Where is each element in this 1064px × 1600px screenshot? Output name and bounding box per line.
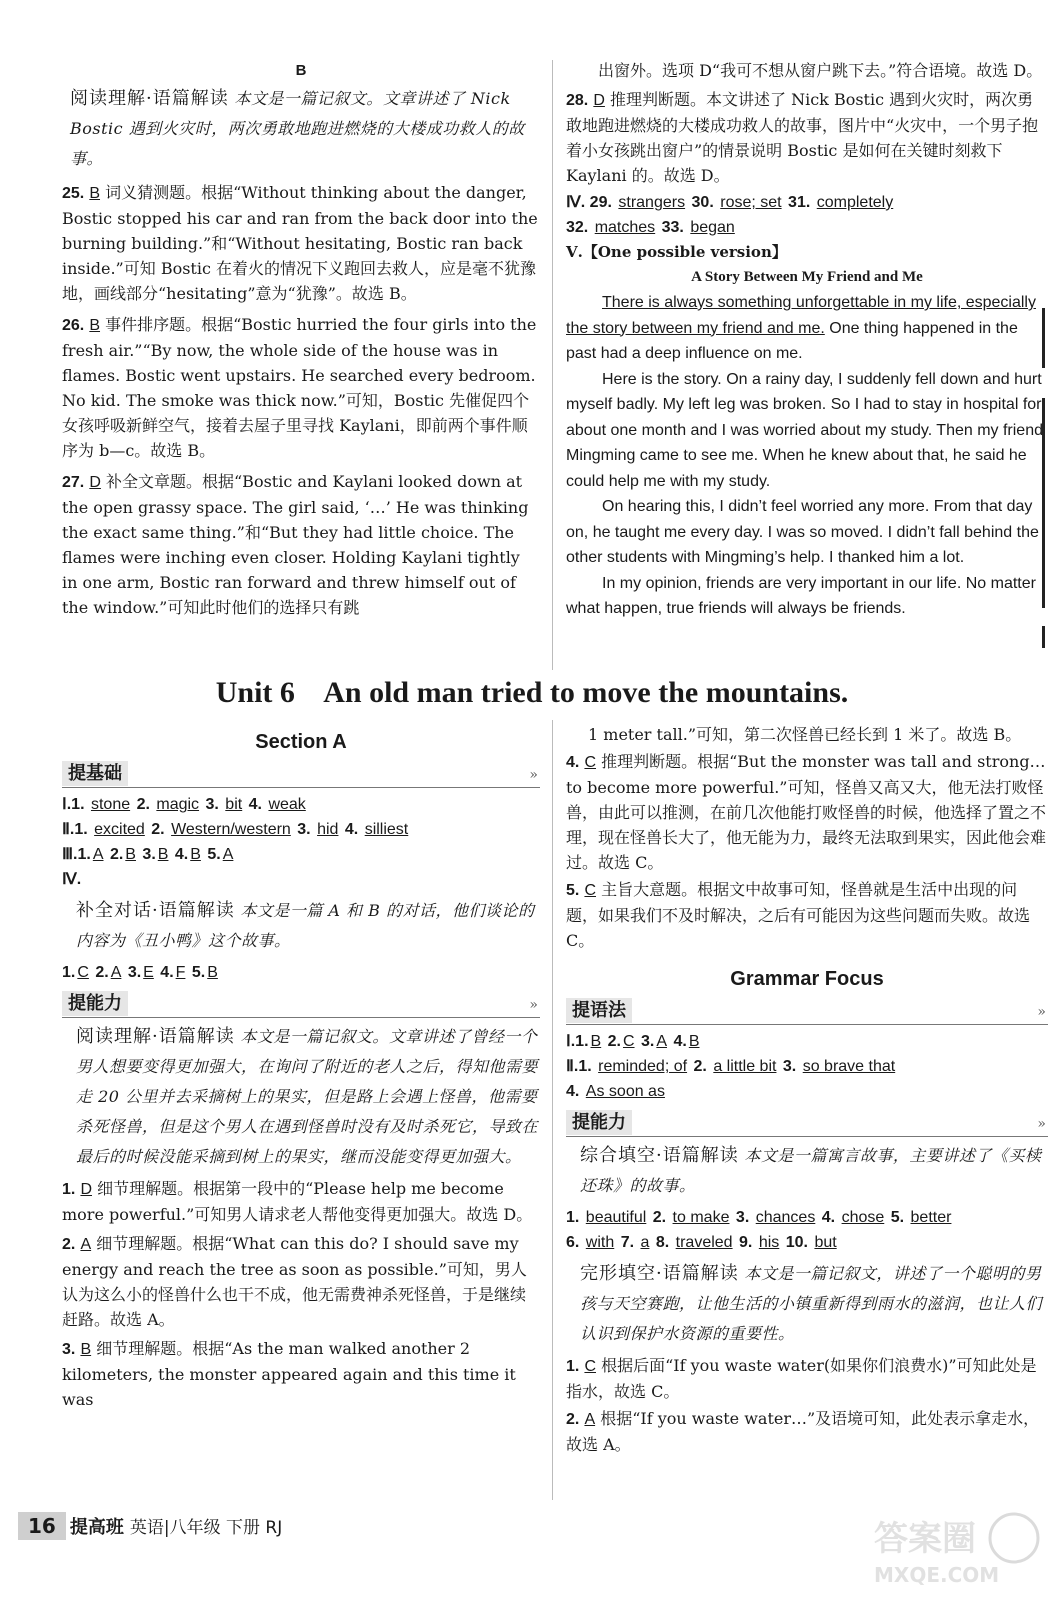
watermark-line-1: 答案圈 xyxy=(874,1519,976,1559)
answer-num: 4. xyxy=(673,1033,687,1050)
sa-q1-text: 细节理解题。根据第一段中的“Please help me become more powerful.”可知男人请求老人帮他变得更加强大。故选 D。 xyxy=(62,1179,533,1224)
sa-q4 xyxy=(566,749,1048,875)
sa-q4-text: 推理判断题。根据“But the monster was tall and strong…to become more powerful.”可知，怪兽又高又大，他无法打败怪兽，由此可以推测，在前几次他能打败怪兽的时候，他选择了置之不理，现在怪兽长大了，他无能为力，最终无法取到果实，因此他会难过。故选 C。 xyxy=(566,752,1047,872)
fill-intro xyxy=(566,1141,1048,1201)
sa-q5-text: 主旨大意题。根据文中故事可知，怪兽就是生活中出现的问题，如果我们不及时解决，之后有可能因为这些问题而失败。故选 C。 xyxy=(566,880,1031,950)
answer-value: strangers xyxy=(618,194,686,211)
sa-q1-num: 1. xyxy=(62,1181,76,1198)
reading-intro-lead: 阅读理解·语篇解读 xyxy=(70,88,229,109)
watermark-line-2: MXQE.COM xyxy=(874,1563,1000,1587)
cloze-q1-num: 1. xyxy=(566,1358,580,1375)
sa-q3-continuation: 1 meter tall.”可知，第二次怪兽已经长到 1 米了。故选 B。 xyxy=(588,725,1022,744)
part-iv-answers xyxy=(566,190,1048,240)
answer-value: A xyxy=(222,846,234,863)
sa-q2-text: 细节理解题。根据“What can this do? I should save my energy and reach the tree as soon as possible.”可知，男人认为这么小的怪兽什么也干不成，他无需费神杀死怪兽，于是继续赶路。故选 A。 xyxy=(62,1234,527,1329)
box-grammar-label: 提语法 xyxy=(566,998,632,1023)
answer-num: 9. xyxy=(739,1234,753,1251)
q28-answer: D xyxy=(593,92,605,109)
answer-value: completely xyxy=(816,194,894,211)
cloze-q1 xyxy=(566,1353,1048,1404)
sa-q5-num: 5. xyxy=(566,882,580,899)
answer-num: 8. xyxy=(655,1234,670,1251)
answer-num: 1. xyxy=(77,846,91,863)
answer-value: chances xyxy=(755,1209,816,1226)
cloze-q1-answer: C xyxy=(584,1358,596,1375)
answer-value: beautiful xyxy=(585,1209,647,1226)
cloze-q2-text: 根据“If you waste water…”及语境可知，此处表示拿走水，故选 A。 xyxy=(566,1409,1040,1454)
answer-num: 4. xyxy=(160,964,174,981)
cloze-intro-text: 本文是一篇记叙文，讲述了一个聪明的男孩与天空赛跑，让他生活的小镇重新得到雨水的滋润，也让人们认识到保护水资源的重要性。 xyxy=(580,1264,1043,1343)
answer-value: B xyxy=(190,846,201,863)
part-v-label: Ⅴ.【One possible version】 xyxy=(566,243,787,261)
part-ii-answers xyxy=(62,817,540,842)
column-divider-top xyxy=(552,60,553,670)
answer-num: 33. xyxy=(661,219,684,236)
answer-value: his xyxy=(758,1234,780,1251)
answer-num: 3. xyxy=(782,1058,797,1075)
answer-num: 1. xyxy=(71,796,85,813)
answer-value: but xyxy=(814,1234,837,1251)
essay-paragraph-4: In my opinion, friends are very important in our life. No matter what happen, true friends will always be friends. xyxy=(566,574,1036,617)
sa-q5-answer: C xyxy=(584,882,596,899)
answer-value: B xyxy=(590,1033,602,1050)
answer-value: As soon as xyxy=(585,1083,665,1100)
gf-part-ii-label: Ⅱ. xyxy=(566,1058,579,1075)
section-letter: B xyxy=(295,62,307,79)
page-number: 16 xyxy=(18,1512,66,1540)
answer-value: weak xyxy=(268,796,306,813)
part-iv-label: Ⅳ. xyxy=(566,194,586,211)
q28-num: 28. xyxy=(566,92,589,109)
answer-value: chose xyxy=(841,1209,885,1226)
gf-part-ii-answers xyxy=(566,1054,1048,1104)
sa-q3-text: 细节理解题。根据“As the man walked another 2 kilometers, the monster appeared again and this time it was xyxy=(62,1339,516,1409)
answer-num: 1. xyxy=(74,821,88,838)
gf-part-i-answers xyxy=(566,1029,1048,1054)
part-i-label: Ⅰ. xyxy=(62,796,72,813)
answer-num: 1. xyxy=(62,964,76,981)
answer-num: 4. xyxy=(248,796,262,813)
double-chevron-icon: » xyxy=(1037,1116,1046,1132)
double-chevron-icon: » xyxy=(529,767,538,783)
bottom-left-column xyxy=(62,730,540,1412)
box-grammar-header xyxy=(566,998,1048,1025)
q26-num: 26. xyxy=(62,317,85,334)
box-ability-label: 提能力 xyxy=(62,991,128,1016)
sa-q4-answer: C xyxy=(584,754,596,771)
cloze-q2-answer: A xyxy=(584,1411,596,1428)
answer-value: magic xyxy=(156,796,200,813)
answer-num: 4. xyxy=(174,846,189,863)
sa-q1-answer: D xyxy=(80,1181,92,1198)
sa-q1 xyxy=(62,1176,540,1227)
answer-value: Western/western xyxy=(171,821,291,838)
answer-value: C xyxy=(77,964,89,981)
q26-answer: B xyxy=(89,317,101,334)
answer-value: B xyxy=(688,1033,700,1050)
answer-value: began xyxy=(690,219,735,236)
answer-value: stone xyxy=(90,796,131,813)
unit-title: Unit 6 An old man tried to move the mountains. xyxy=(215,676,849,709)
q27-continuation: 出窗外。选项 D“我可不想从窗户跳下去。”符合语境。故选 D。 xyxy=(598,61,1043,80)
reading-intro xyxy=(62,84,540,174)
sa-q2-answer: A xyxy=(80,1236,92,1253)
answer-value: silliest xyxy=(364,821,409,838)
answer-num: 10. xyxy=(785,1234,808,1251)
answer-num: 4. xyxy=(821,1209,836,1226)
essay xyxy=(566,290,1048,622)
essay-paragraph-2: Here is the story. On a rainy day, I suddenly fell down and hurt myself badly. My left leg was broken. So I had to stay in hospital for about one month and I was worried about my study. Then my friend Mingming came to see me. When he knew about that, he said he could help me with my study. xyxy=(566,370,1043,490)
q26 xyxy=(62,312,540,463)
answer-num: 7. xyxy=(620,1234,635,1251)
bottom-right-column xyxy=(566,722,1048,1457)
part-iv-answers xyxy=(62,960,540,985)
answer-num: 32. xyxy=(566,219,589,236)
q25 xyxy=(62,180,540,306)
answer-num: 3. xyxy=(127,964,142,981)
reading-intro-2-text: 本文是一篇记叙文。文章讲述了曾经一个男人想要变得更加强大，在询问了附近的老人之后，得知他需要走 20 公里并去采摘树上的果实，但是路上会遇上怪兽，他需要杀死怪兽，但是这个男人在遇到怪兽时没有及时杀死它，导致在最后的时候没能采摘到树上的果实，继而没能变得更加强大。 xyxy=(76,1027,539,1166)
part-ii-label: Ⅱ. xyxy=(62,821,75,838)
part-iii-label: Ⅲ. xyxy=(62,846,78,863)
answer-num: 2. xyxy=(151,821,165,838)
book-series: 提高班 xyxy=(69,1517,124,1538)
part-iii-answers xyxy=(62,842,540,867)
part-iv-label: Ⅳ. xyxy=(62,871,82,888)
answer-num: 5. xyxy=(207,846,221,863)
essay-paragraph-1 xyxy=(566,290,1048,367)
section-a-title: Section A xyxy=(255,731,347,753)
top-left-column xyxy=(62,58,540,620)
answer-value: C xyxy=(622,1033,635,1050)
box-basics-header xyxy=(62,761,540,788)
cloze-q2-num: 2. xyxy=(566,1411,580,1428)
page-footer xyxy=(18,1512,378,1542)
answer-num: 2. xyxy=(652,1209,667,1226)
essay-p1-rest: One thing happened in the past had a deep influence on me. xyxy=(566,319,1018,362)
grammar-focus-title: Grammar Focus xyxy=(730,968,884,990)
answer-num: 3. xyxy=(297,821,311,838)
q26-text: 事件排序题。根据“Bostic hurried the four girls into the fresh air.”“By now, the whole side of the house was in flames. Bostic went upstairs. He searched every bedroom. No kid. The smoke was thick now.”可知，Bostic 先催促四个女孩呼吸新鲜空气，接着去屋子里寻找 Kaylani，即前两个事件顺序为 b—c。故选 B。 xyxy=(62,315,537,460)
answer-value: B xyxy=(207,964,218,981)
essay-p1-underlined: There is always something unforgettable in my life, especially the story between my friend and me. xyxy=(566,294,1036,337)
sa-q3-num: 3. xyxy=(62,1341,76,1358)
q27-num: 27. xyxy=(62,474,85,491)
fill-intro-lead: 综合填空·语篇解读 xyxy=(580,1145,739,1166)
q25-answer: B xyxy=(89,185,101,202)
answer-num: 3. xyxy=(205,796,219,813)
answer-value: reminded; of xyxy=(598,1058,688,1075)
answer-value: A xyxy=(110,964,122,981)
answer-num: 1. xyxy=(566,1209,580,1226)
box-ability-header-2 xyxy=(566,1110,1048,1137)
answer-num: 1. xyxy=(578,1058,592,1075)
column-divider-bottom xyxy=(552,720,553,1500)
gf-part-i-label: Ⅰ. xyxy=(566,1033,576,1050)
essay-title: A Story Between My Friend and Me xyxy=(691,269,923,285)
answer-num: 30. xyxy=(691,194,714,211)
top-right-column xyxy=(566,58,1048,622)
answer-value: B xyxy=(157,846,169,863)
answer-num: 31. xyxy=(788,194,811,211)
box-ability-header xyxy=(62,991,540,1018)
answer-value: bit xyxy=(225,796,243,813)
cloze-intro xyxy=(566,1259,1048,1349)
double-chevron-icon: » xyxy=(1037,1004,1046,1020)
answer-num: 2. xyxy=(109,846,124,863)
answer-value: traveled xyxy=(675,1234,733,1251)
answer-value: E xyxy=(143,964,154,981)
answer-value: better xyxy=(910,1209,952,1226)
answer-value: excited xyxy=(94,821,145,838)
answer-num: 2. xyxy=(693,1058,707,1075)
q25-num: 25. xyxy=(62,185,85,202)
cloze-intro-lead: 完形填空·语篇解读 xyxy=(580,1263,739,1284)
watermark-graphic xyxy=(864,1500,1044,1590)
answer-num: 3. xyxy=(641,1033,655,1050)
q25-text: 词义猜测题。根据“Without thinking about the danger, Bostic stopped his car and ran from the back door into the burning building.”和“Without hesitating, Bostic ran back inside.”可知 Bostic 在着火的情况下义跑回去救人，应是毫不犹豫地，画线部分“hesitating”意为“犹豫”。故选 B。 xyxy=(62,183,538,303)
answer-value: B xyxy=(125,846,136,863)
reading-intro-2-lead: 阅读理解·语篇解读 xyxy=(76,1026,235,1047)
sa-q2-num: 2. xyxy=(62,1236,76,1253)
sa-q5 xyxy=(566,877,1048,953)
q28 xyxy=(566,87,1048,188)
answer-value: F xyxy=(175,964,186,981)
sa-q4-num: 4. xyxy=(566,754,580,771)
reading-intro-2 xyxy=(62,1022,540,1172)
answer-value: A xyxy=(656,1033,668,1050)
answer-num: 29. xyxy=(589,194,612,211)
sa-q2 xyxy=(62,1231,540,1332)
answer-num: 2. xyxy=(95,964,109,981)
watermark-logo xyxy=(864,1500,1044,1590)
fill-intro-text: 本文是一篇寓言故事，主要讲述了《买椟还珠》的故事。 xyxy=(580,1146,1042,1195)
answer-value: A xyxy=(92,846,104,863)
dialog-intro xyxy=(62,896,540,956)
answer-num: 6. xyxy=(566,1234,580,1251)
answer-value: rose; set xyxy=(720,194,782,211)
right-edge-bar-3 xyxy=(1042,626,1045,648)
answer-num: 2. xyxy=(607,1033,621,1050)
answer-value: a xyxy=(640,1234,650,1251)
answer-value: with xyxy=(585,1234,615,1251)
q27-answer: D xyxy=(89,474,101,491)
box-basics-label: 提基础 xyxy=(62,761,128,786)
box-ability-label-2: 提能力 xyxy=(566,1110,632,1135)
essay-paragraph-3: On hearing this, I didn’t feel worried any more. From that day on, he taught me every day. I was so moved. I didn’t fall behind the other students with Mingming’s help. I thanked him a lot. xyxy=(566,498,1039,566)
double-chevron-icon: » xyxy=(529,997,538,1013)
answer-value: to make xyxy=(672,1209,730,1226)
answer-value: hid xyxy=(317,821,339,838)
answer-num: 3. xyxy=(735,1209,750,1226)
fill-answers xyxy=(566,1205,1048,1255)
dialog-intro-text: 本文是一篇 A 和 B 的对话，他们谈论的内容为《丑小鸭》这个故事。 xyxy=(76,901,535,950)
book-subject: 英语|八年级 下册 RJ xyxy=(129,1518,283,1538)
cloze-q2 xyxy=(566,1406,1048,1457)
answer-num: 5. xyxy=(191,964,206,981)
answer-num: 1. xyxy=(575,1033,589,1050)
answer-num: 5. xyxy=(890,1209,905,1226)
answer-value: so brave that xyxy=(802,1058,896,1075)
sa-q3-answer: B xyxy=(80,1341,92,1358)
answer-num: 3. xyxy=(142,846,156,863)
reading-intro-text: 本文是一篇记叙文。文章讲述了 Nick Bostic 遇到火灾时，两次勇敢地跑进燃烧的大楼成功救人的故事。 xyxy=(70,89,525,168)
cloze-q1-text: 根据后面“If you waste water(如果你们浪费水)”可知此处是指水，故选 C。 xyxy=(566,1356,1037,1401)
q28-text: 推理判断题。本文讲述了 Nick Bostic 遇到火灾时，两次勇敢地跑进燃烧的大楼成功救人的故事，图片中“火灾中，一个男子抱着小女孩跳出窗户”的情景说明 Bostic 是如何在关键时刻救下 Kaylani 的。故选 D。 xyxy=(566,90,1039,185)
answer-num: 4. xyxy=(344,821,359,838)
answer-value: matches xyxy=(594,219,656,236)
q27 xyxy=(62,469,540,620)
dialog-intro-lead: 补全对话·语篇解读 xyxy=(76,900,235,921)
part-i-answers xyxy=(62,792,540,817)
answer-num: 2. xyxy=(136,796,150,813)
sa-q3 xyxy=(62,1336,540,1412)
answer-value: a little bit xyxy=(713,1058,777,1075)
q27-text: 补全文章题。根据“Bostic and Kaylani looked down at the open grassy space. The girl said, ‘…’ He was thinking the exact same thing.”和“But they had little choice. The flames were inching even closer. Holding Kaylani tightly in one arm, Bostic ran forward and threw himself out of the window.”可知此时他们的选择只有跳 xyxy=(62,472,529,617)
answer-num: 4. xyxy=(566,1083,580,1100)
